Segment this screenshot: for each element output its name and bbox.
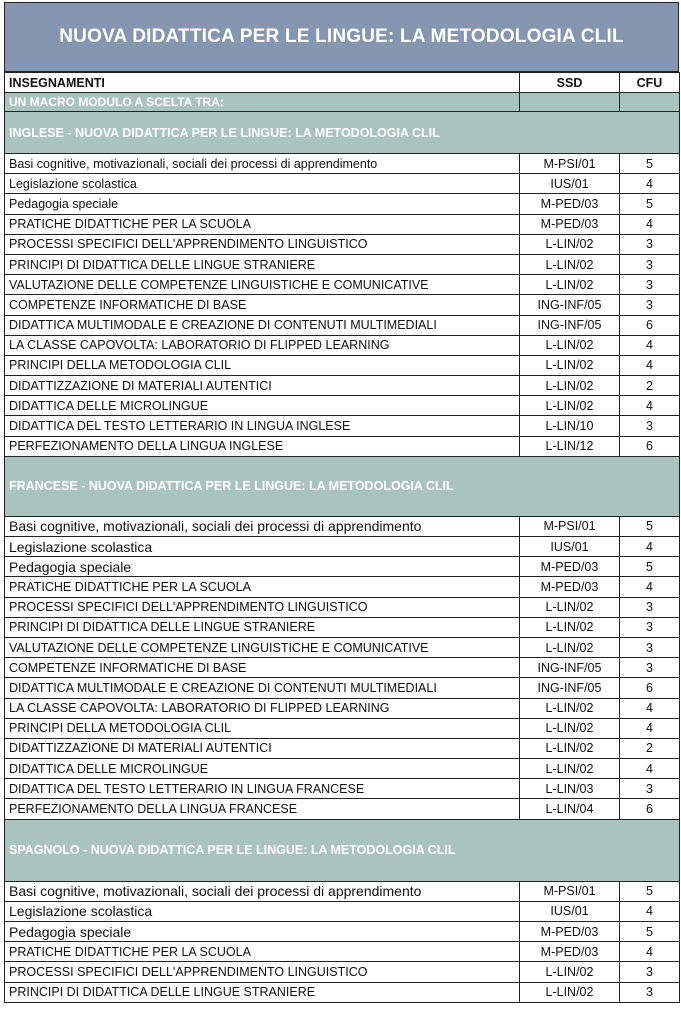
course-cfu: 4 [620, 942, 680, 962]
course-cfu: 4 [620, 901, 680, 921]
course-cfu: 4 [620, 396, 680, 416]
course-cfu: 3 [620, 295, 680, 315]
course-cfu: 6 [620, 315, 680, 335]
course-name: Legislazione scolastica [5, 901, 520, 921]
table-row [5, 295, 680, 315]
course-ssd: L-LIN/02 [520, 962, 620, 982]
course-cfu: 4 [620, 577, 680, 597]
table-row [5, 922, 680, 942]
course-ssd: L-LIN/02 [520, 698, 620, 718]
table-row [5, 942, 680, 962]
course-ssd: L-LIN/02 [520, 275, 620, 295]
table-row [5, 658, 680, 678]
course-name: PRATICHE DIDATTICHE PER LA SCUOLA [5, 942, 520, 962]
macro-module-empty-ssd [520, 93, 620, 112]
course-ssd: M-PED/03 [520, 557, 620, 577]
course-cfu: 5 [620, 154, 680, 174]
table-row [5, 577, 680, 597]
course-ssd: L-LIN/02 [520, 396, 620, 416]
course-ssd: M-PSI/01 [520, 881, 620, 901]
course-ssd: L-LIN/02 [520, 617, 620, 637]
course-cfu: 5 [620, 881, 680, 901]
course-ssd: IUS/01 [520, 537, 620, 557]
table-row [5, 234, 680, 254]
course-sheet [4, 2, 679, 1003]
course-ssd: M-PED/03 [520, 194, 620, 214]
section-title: FRANCESE - NUOVA DIDATTICA PER LE LINGUE: LA METODOLOGIA CLIL [5, 456, 680, 516]
course-ssd: L-LIN/02 [520, 637, 620, 657]
course-cfu: 4 [620, 718, 680, 738]
course-ssd: M-PED/03 [520, 214, 620, 234]
course-name: Basi cognitive, motivazionali, sociali dei processi di apprendimento [5, 154, 520, 174]
course-name: PRATICHE DIDATTICHE PER LA SCUOLA [5, 577, 520, 597]
course-ssd: M-PED/03 [520, 942, 620, 962]
table-row [5, 315, 680, 335]
course-cfu: 6 [620, 436, 680, 456]
course-cfu: 4 [620, 174, 680, 194]
course-name: VALUTAZIONE DELLE COMPETENZE LINGUISTICHE E COMUNICATIVE [5, 637, 520, 657]
course-name: Pedagogia speciale [5, 194, 520, 214]
course-name: COMPETENZE INFORMATICHE DI BASE [5, 658, 520, 678]
course-name: Basi cognitive, motivazionali, sociali dei processi di apprendimento [5, 516, 520, 536]
course-cfu: 3 [620, 275, 680, 295]
course-ssd: M-PSI/01 [520, 516, 620, 536]
course-name: DIDATTICA DEL TESTO LETTERARIO IN LINGUA INGLESE [5, 416, 520, 436]
table-header-row [5, 73, 680, 93]
course-name: PRINCIPI DI DIDATTICA DELLE LINGUE STRANIERE [5, 254, 520, 274]
course-name: PRINCIPI DI DIDATTICA DELLE LINGUE STRANIERE [5, 982, 520, 1002]
course-ssd: L-LIN/10 [520, 416, 620, 436]
course-name: PERFEZIONAMENTO DELLA LINGUA INGLESE [5, 436, 520, 456]
course-name: DIDATTICA DEL TESTO LETTERARIO IN LINGUA FRANCESE [5, 779, 520, 799]
course-name: DIDATTICA DELLE MICROLINGUE [5, 396, 520, 416]
course-cfu: 3 [620, 637, 680, 657]
course-cfu: 2 [620, 738, 680, 758]
course-ssd: L-LIN/02 [520, 597, 620, 617]
course-name: DIDATTICA MULTIMODALE E CREAZIONE DI CONTENUTI MULTIMEDIALI [5, 678, 520, 698]
macro-module-label: UN MACRO MODULO A SCELTA TRA: [5, 93, 520, 112]
course-name: LA CLASSE CAPOVOLTA: LABORATORIO DI FLIPPED LEARNING [5, 335, 520, 355]
section-header-spagnolo [5, 819, 680, 881]
course-ssd: L-LIN/02 [520, 718, 620, 738]
course-ssd: ING-INF/05 [520, 315, 620, 335]
course-cfu: 4 [620, 335, 680, 355]
section-header-francese [5, 456, 680, 516]
table-row [5, 718, 680, 738]
course-ssd: L-LIN/02 [520, 759, 620, 779]
table-row [5, 799, 680, 819]
table-row [5, 698, 680, 718]
course-ssd: ING-INF/05 [520, 295, 620, 315]
table-row [5, 901, 680, 921]
course-name: COMPETENZE INFORMATICHE DI BASE [5, 295, 520, 315]
course-cfu: 3 [620, 962, 680, 982]
course-cfu: 5 [620, 557, 680, 577]
course-name: LA CLASSE CAPOVOLTA: LABORATORIO DI FLIPPED LEARNING [5, 698, 520, 718]
course-cfu: 5 [620, 922, 680, 942]
course-ssd: ING-INF/05 [520, 658, 620, 678]
course-cfu: 4 [620, 355, 680, 375]
course-cfu: 2 [620, 376, 680, 396]
courses-table-body [5, 73, 680, 1003]
table-row [5, 779, 680, 799]
course-name: PROCESSI SPECIFICI DELL'APPRENDIMENTO LINGUISTICO [5, 597, 520, 617]
course-cfu: 3 [620, 597, 680, 617]
course-ssd: ING-INF/05 [520, 678, 620, 698]
section-header-inglese [5, 112, 680, 154]
table-row [5, 881, 680, 901]
course-name: Legislazione scolastica [5, 537, 520, 557]
course-cfu: 5 [620, 194, 680, 214]
course-name: DIDATTIZZAZIONE DI MATERIALI AUTENTICI [5, 738, 520, 758]
course-ssd: L-LIN/02 [520, 376, 620, 396]
course-ssd: M-PED/03 [520, 922, 620, 942]
header-cfu: CFU [620, 73, 680, 93]
course-cfu: 6 [620, 799, 680, 819]
macro-module-row [5, 93, 680, 112]
course-ssd: L-LIN/02 [520, 738, 620, 758]
course-cfu: 6 [620, 678, 680, 698]
course-name: PRINCIPI DI DIDATTICA DELLE LINGUE STRANIERE [5, 617, 520, 637]
table-row [5, 516, 680, 536]
course-name: Pedagogia speciale [5, 557, 520, 577]
course-cfu: 5 [620, 516, 680, 536]
table-row [5, 154, 680, 174]
course-cfu: 3 [620, 658, 680, 678]
table-row [5, 355, 680, 375]
table-row [5, 396, 680, 416]
course-ssd: IUS/01 [520, 901, 620, 921]
table-row [5, 416, 680, 436]
course-name: PERFEZIONAMENTO DELLA LINGUA FRANCESE [5, 799, 520, 819]
course-ssd: M-PSI/01 [520, 154, 620, 174]
table-row [5, 678, 680, 698]
table-row [5, 982, 680, 1002]
table-row [5, 738, 680, 758]
table-row [5, 597, 680, 617]
table-row [5, 962, 680, 982]
course-cfu: 3 [620, 234, 680, 254]
course-cfu: 3 [620, 982, 680, 1002]
course-ssd: L-LIN/12 [520, 436, 620, 456]
course-name: Basi cognitive, motivazionali, sociali dei processi di apprendimento [5, 881, 520, 901]
course-ssd: L-LIN/02 [520, 355, 620, 375]
course-cfu: 4 [620, 698, 680, 718]
table-row [5, 617, 680, 637]
page-title: NUOVA DIDATTICA PER LE LINGUE: LA METODOLOGIA CLIL [59, 26, 624, 47]
table-row [5, 759, 680, 779]
header-ssd: SSD [520, 73, 620, 93]
course-name: DIDATTICA MULTIMODALE E CREAZIONE DI CONTENUTI MULTIMEDIALI [5, 315, 520, 335]
course-ssd: M-PED/03 [520, 577, 620, 597]
course-cfu: 3 [620, 779, 680, 799]
table-row [5, 275, 680, 295]
table-row [5, 335, 680, 355]
course-name: PRINCIPI DELLA METODOLOGIA CLIL [5, 355, 520, 375]
table-row [5, 376, 680, 396]
course-ssd: L-LIN/04 [520, 799, 620, 819]
course-cfu: 4 [620, 537, 680, 557]
macro-module-empty-cfu [620, 93, 680, 112]
table-row [5, 254, 680, 274]
course-ssd: IUS/01 [520, 174, 620, 194]
course-cfu: 3 [620, 416, 680, 436]
header-insegnamenti: INSEGNAMENTI [5, 73, 520, 93]
section-title: SPAGNOLO - NUOVA DIDATTICA PER LE LINGUE: LA METODOLOGIA CLIL [5, 819, 680, 881]
course-name: Pedagogia speciale [5, 922, 520, 942]
course-name: DIDATTIZZAZIONE DI MATERIALI AUTENTICI [5, 376, 520, 396]
course-name: PRATICHE DIDATTICHE PER LA SCUOLA [5, 214, 520, 234]
course-ssd: L-LIN/02 [520, 254, 620, 274]
title-bar [4, 2, 679, 72]
course-cfu: 4 [620, 759, 680, 779]
section-title: INGLESE - NUOVA DIDATTICA PER LE LINGUE: LA METODOLOGIA CLIL [5, 112, 680, 154]
table-row [5, 436, 680, 456]
course-cfu: 3 [620, 617, 680, 637]
table-row [5, 194, 680, 214]
course-name: PROCESSI SPECIFICI DELL'APPRENDIMENTO LINGUISTICO [5, 962, 520, 982]
course-cfu: 4 [620, 214, 680, 234]
course-name: PRINCIPI DELLA METODOLOGIA CLIL [5, 718, 520, 738]
table-row [5, 537, 680, 557]
table-row [5, 214, 680, 234]
course-name: Legislazione scolastica [5, 174, 520, 194]
table-row [5, 637, 680, 657]
course-name: VALUTAZIONE DELLE COMPETENZE LINGUISTICHE E COMUNICATIVE [5, 275, 520, 295]
table-row [5, 174, 680, 194]
course-name: PROCESSI SPECIFICI DELL'APPRENDIMENTO LINGUISTICO [5, 234, 520, 254]
courses-table [4, 72, 680, 1003]
course-name: DIDATTICA DELLE MICROLINGUE [5, 759, 520, 779]
table-row [5, 557, 680, 577]
course-cfu: 3 [620, 254, 680, 274]
course-ssd: L-LIN/02 [520, 335, 620, 355]
course-ssd: L-LIN/02 [520, 982, 620, 1002]
course-ssd: L-LIN/03 [520, 779, 620, 799]
course-ssd: L-LIN/02 [520, 234, 620, 254]
